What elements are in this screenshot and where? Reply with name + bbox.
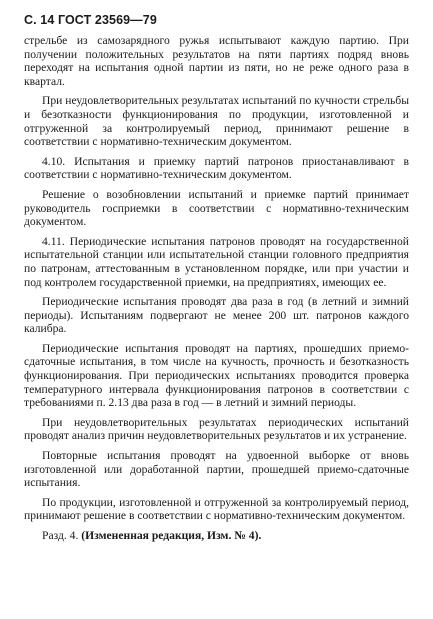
paragraph-9: Повторные испытания проводят на удвоенной выборке от вновь изготовленной или доработанной партии, прошедшей приемо-сдаточные испытания. [24, 449, 409, 490]
paragraph-7: Периодические испытания проводят на партиях, прошедших приемо-сдаточные испытания, в том числе на кучность, прочность и безотказность функционирования. При периодических испытаниях проводится проверка температурного интервала функционирования патронов в соответствии с требованиями п. 2.13 два раза в год — в летний и зимний периоды. [24, 341, 409, 410]
page-header: С. 14 ГОСТ 23569—79 [24, 13, 157, 27]
amendment-bold-text: (Измененная редакция, Изм. № 4). [81, 529, 262, 542]
paragraph-2: При неудовлетворительных результатах испытаний по кучности стрельбы и безотказности функционирования по продукции, изготовленной и отгруженной за контролируемый период, принимают решение в соответствии с нормативно-техническим документом. [24, 94, 409, 149]
paragraph-8: При неудовлетворительных результатах периодических испытаний проводят анализ причин неудовлетворительных результатов и их устранение. [24, 415, 409, 443]
amendment-prefix: Разд. 4. [42, 529, 79, 542]
paragraph-1: стрельбе из самозарядного ружья испытывают каждую партию. При получении положительных результатов на пяти партиях подряд вновь переходят на испытания одной партии из пяти, но не реже одного раза в квартал. [24, 34, 409, 88]
document-body [24, 34, 409, 543]
paragraph-4: Решение о возобновлении испытаний и приемке партий принимает руководитель госприемки в соответствии с нормативно-техническим документом. [24, 187, 409, 229]
paragraph-5: 4.11. Периодические испытания патронов проводят на государственной испытательной станции или испытательной станции головного предприятия по патронам, аттестованным в установленном порядке, или при участии и под контролем государственной приемки, на предприятиях, имеющих ее. [24, 234, 409, 289]
paragraph-6: Периодические испытания проводят два раза в год (в летний и зимний периоды). Испытаниям подвергают не менее 200 шт. патронов каждого калибра. [24, 295, 409, 336]
amendment-note [24, 529, 409, 543]
paragraph-3: 4.10. Испытания и приемку партий патронов приостанавливают в соответствии с нормативно-техническим документом. [24, 154, 409, 182]
paragraph-10: По продукции, изготовленной и отгруженной за контролируемый период, принимают решение в соответствии с нормативно-техническим документом. [24, 495, 409, 523]
